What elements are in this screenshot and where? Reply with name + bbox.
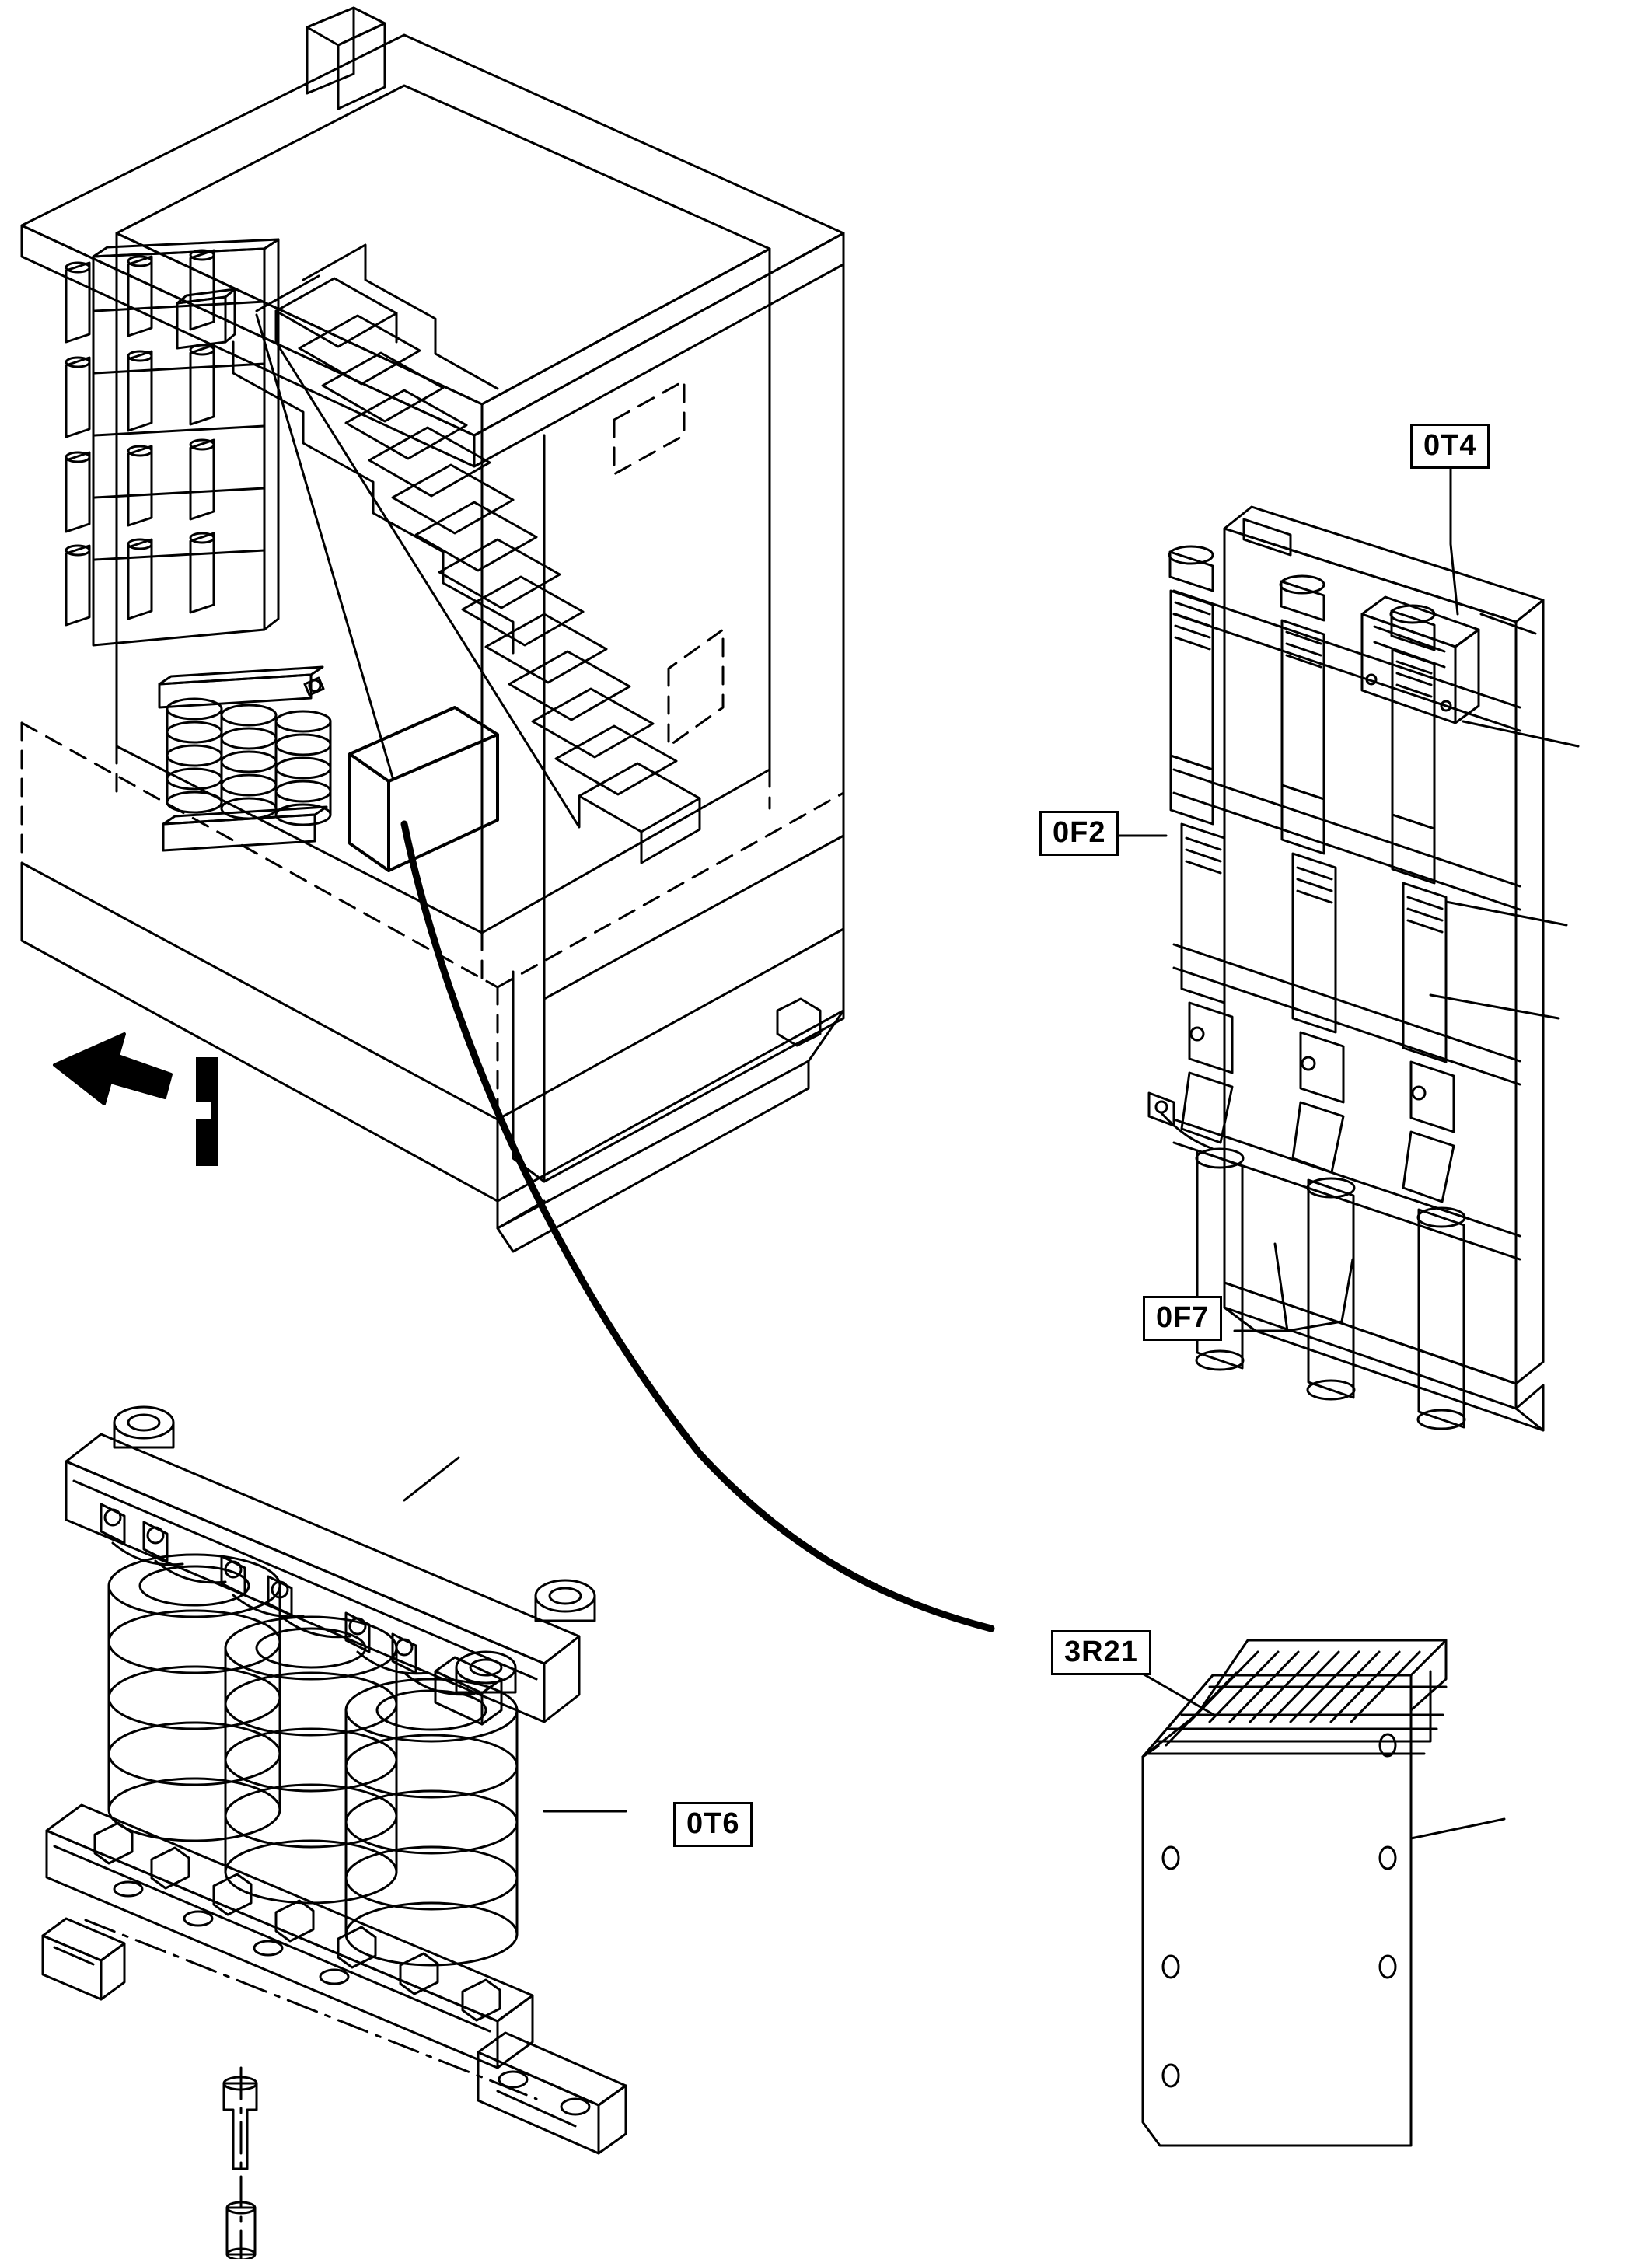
- callout-label: 0F7: [1156, 1301, 1210, 1334]
- callout-3R21[interactable]: [1051, 1630, 1151, 1675]
- fuse-column-1: [1149, 546, 1243, 1370]
- callout-label: 0T4: [1423, 429, 1477, 462]
- cabinet-overview-view: [22, 8, 991, 1629]
- callout-label: 3R21: [1064, 1636, 1138, 1668]
- resistor-panel-detail-view: [1112, 1640, 1504, 2146]
- lifting-eye-2: [536, 1580, 595, 1621]
- lifting-eye-1: [114, 1407, 173, 1447]
- fuse-column-2: [1280, 576, 1354, 1399]
- callout-0T4[interactable]: [1410, 424, 1490, 469]
- coil-transformer-detail-view: [43, 1407, 626, 2259]
- view-direction-arrow: [54, 1034, 218, 1166]
- callout-0F2[interactable]: [1039, 811, 1119, 856]
- fuse-column-3: [1391, 606, 1465, 1429]
- cabinet-resistor-panel: [350, 707, 498, 871]
- callout-label: 0F2: [1053, 816, 1106, 849]
- step-stack: [233, 245, 700, 863]
- coil-stack-2: [225, 1617, 396, 1903]
- coil-stack-1: [109, 1555, 280, 1841]
- callout-label: 0T6: [686, 1807, 740, 1840]
- mounting-holes: [1163, 1734, 1395, 2086]
- callout-0T6[interactable]: [673, 1802, 753, 1847]
- callout-0F7[interactable]: [1143, 1296, 1222, 1341]
- cabinet-coil-transformer: [159, 667, 330, 850]
- fuse-panel-detail-view: [1105, 455, 1578, 1430]
- cabinet-fuse-panel: [66, 239, 278, 645]
- coil-stack-3: [346, 1679, 517, 1965]
